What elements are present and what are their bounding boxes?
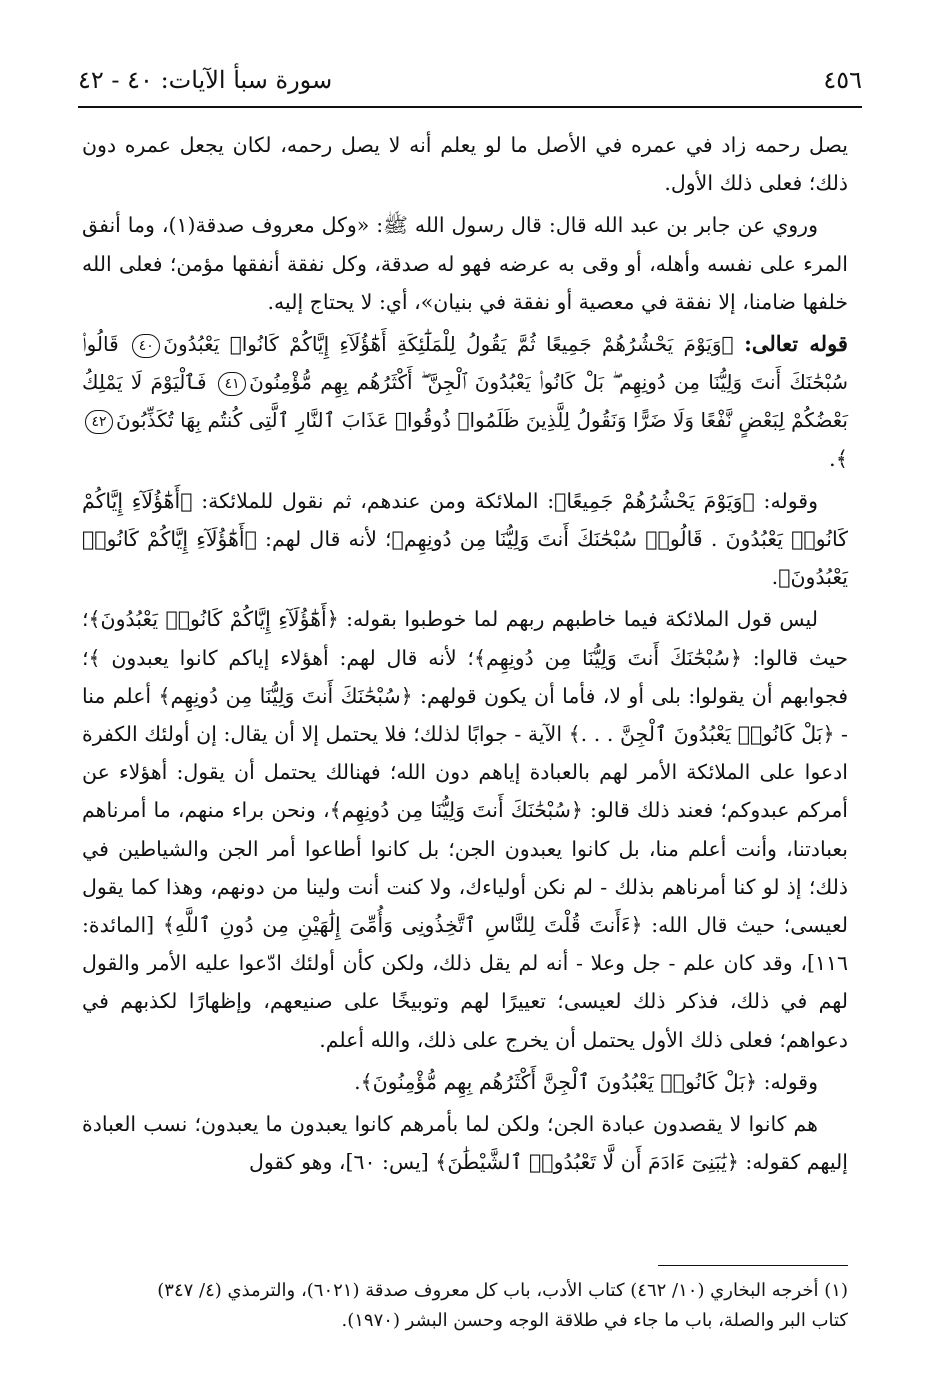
ayah-number-41: ٤١ xyxy=(218,372,246,396)
running-title: سورة سبأ الآيات: ٤٠ - ٤٢ xyxy=(78,66,333,94)
verse-text-42: فَٱلْيَوْمَ لَا يَمْلِكُ بَعْضُكُمْ لِبَعْضٍ نَّفْعًا وَلَا ضَرًّا وَنَقُولُ لِلَّذِينَ ظَلَمُوا۟ ذُوقُوا۟ عَذَابَ ٱلنَّارِ ٱلَّتِى كُنتُم بِهَا تُكَذِّبُونَ xyxy=(82,370,848,433)
verse-block xyxy=(82,325,848,478)
footnote-1-line-2: كتاب البر والصلة، باب ما جاء في طلاقة الوجه وحسن البشر (١٩٧٠). xyxy=(341,1310,848,1331)
footnote-divider xyxy=(658,1265,848,1266)
header-divider xyxy=(78,106,862,108)
paragraph-1: يصل رحمه زاد في عمره في الأصل ما لو يعلم أنه لا يصل رحمه، لكان يجعل عمره دون ذلك؛ فعلى ذلك الأول. xyxy=(82,133,848,196)
verse-text-41: قَالُوا۟ سُبْحَٰنَكَ أَنتَ وَلِيُّنَا مِن دُونِهِم ۖ بَلْ كَانُوا۟ يَعْبُدُونَ ٱلْجِنَّ ۖ أَكْثَرُهُم بِهِم مُّؤْمِنُونَ xyxy=(82,332,848,395)
paragraph-6: هم كانوا لا يقصدون عبادة الجن؛ ولكن لما بأمرهم كانوا يعبدون ما يعبدون؛ نسب العبادة إليهم كقوله: ﴿يَٰبَنِىٓ ءَادَمَ أَن لَّا تَعْبُدُوا۟ ٱلشَّيْطَٰنَ﴾ [يس: ٦٠]، وهو كقول xyxy=(82,1112,848,1175)
ayah-number-40: ٤٠ xyxy=(132,334,160,358)
page-number: ٤٥٦ xyxy=(823,66,862,94)
paragraph-5: وقوله: ﴿بَلْ كَانُوا۟ يَعْبُدُونَ ٱلْجِنَّ أَكْثَرُهُم بِهِم مُّؤْمِنُونَ﴾. xyxy=(354,1069,818,1094)
verse-close: ﴾. xyxy=(829,446,848,471)
paragraph-3: وقوله: ﴿وَيَوْمَ يَحْشُرُهُمْ جَمِيعًا﴾: الملائكة ومن عندهم، ثم نقول للملائكة: ﴿أَهَٰٓؤُلَآءِ إِيَّاكُمْ كَانُوا۟ يَعْبُدُونَ . قَالُوا۟ سُبْحَٰنَكَ أَنتَ وَلِيُّنَا مِن دُونِهِم﴾؛ لأنه قال لهم: ﴿أَهَٰٓؤُلَآءِ إِيَّاكُمْ كَانُوا۟ يَعْبُدُونَ﴾. xyxy=(82,488,848,590)
ayah-number-42: ٤٢ xyxy=(85,410,113,434)
main-text xyxy=(82,126,848,1185)
footnotes xyxy=(82,1276,848,1336)
page-header xyxy=(78,60,862,100)
footnote-1-line-1: (١) أخرجه البخاري (١٠/ ٤٦٢) كتاب الأدب، باب كل معروف صدقة (٦٠٢١)، والترمذي (٤/ ٣٤٧) xyxy=(157,1280,848,1301)
verse-text-40: ﴿وَيَوْمَ يَحْشُرُهُمْ جَمِيعًا ثُمَّ يَقُولُ لِلْمَلَٰٓئِكَةِ أَهَٰٓؤُلَآءِ إِيَّاكُمْ كَانُوا۟ يَعْبُدُونَ xyxy=(163,332,734,357)
paragraph-2: وروي عن جابر بن عبد الله قال: قال رسول الله ﷺ: «وكل معروف صدقة(١)، وما أنفق المرء على نفسه وأهله، أو وقى به عرضه فهو له صدقة، وكل نفقة أنفقها مؤمن؛ فعلى الله خلفها ضامنا، إلا نفقة في معصية أو نفقة في بنيان»، أي: لا يحتاج إليه. xyxy=(82,213,848,314)
verse-label: قوله تعالى: xyxy=(744,331,848,357)
paragraph-4: ليس قول الملائكة فيما خاطبهم ربهم لما خوطبوا بقوله: ﴿أَهَٰٓؤُلَآءِ إِيَّاكُمْ كَانُوا۟ يَعْبُدُونَ﴾؛ حيث قالوا: ﴿سُبْحَٰنَكَ أَنتَ وَلِيُّنَا مِن دُونِهِم﴾؛ لأنه قال لهم: أهؤلاء إياكم كانوا يعبدون ﴾؛ فجوابهم أن يقولوا: بلى أو لا، فأما أن يكون قولهم: ﴿سُبْحَٰنَكَ أَنتَ وَلِيُّنَا مِن دُونِهِم﴾ أعلم منا - ﴿بَلْ كَانُوا۟ يَعْبُدُونَ ٱلْجِنَّ . . .﴾ الآية - جوابًا لذلك؛ فلا يحتمل إلا أن يقال: إن أولئك الكفرة ادعوا على الملائكة الأمر لهم بالعبادة إياهم دون الله؛ فهنالك يحتمل أن يقول: أهؤلاء عن أمركم عبدوكم؛ فعند ذلك قالو: ﴿سُبْحَٰنَكَ أَنتَ وَلِيُّنَا مِن دُونِهِم﴾، ونحن براء منهم، ما أمرناهم بعبادتنا، وأنت أعلم منا، بل كانوا يعبدون الجن؛ بل كانوا أطاعوا أمر الجن والشياطين في ذلك؛ إذ لو كنا أمرناهم بذلك - لم نكن أولياءك، ولا كنت أنت ولينا من دونهم، وهذا كما يقول لعيسى؛ حيث قال الله: ﴿ءَأَنتَ قُلْتَ لِلنَّاسِ ٱتَّخِذُونِى وَأُمِّىَ إِلَٰهَيْنِ مِن دُونِ ٱللَّهِ﴾ [المائدة: ١١٦]، وقد كان علم - جل وعلا - أنه لم يقل ذلك، ولكن كأن أولئك ادّعوا عليه الأمر والقول لهم في ذلك، فذكر ذلك لعيسى؛ تعييرًا لهم وتوبيخًا على صنيعهم، وإظهارًا لكذبهم في دعواهم؛ فعلى ذلك الأول يحتمل أن يخرج على ذلك، والله أعلم. xyxy=(82,607,848,1052)
